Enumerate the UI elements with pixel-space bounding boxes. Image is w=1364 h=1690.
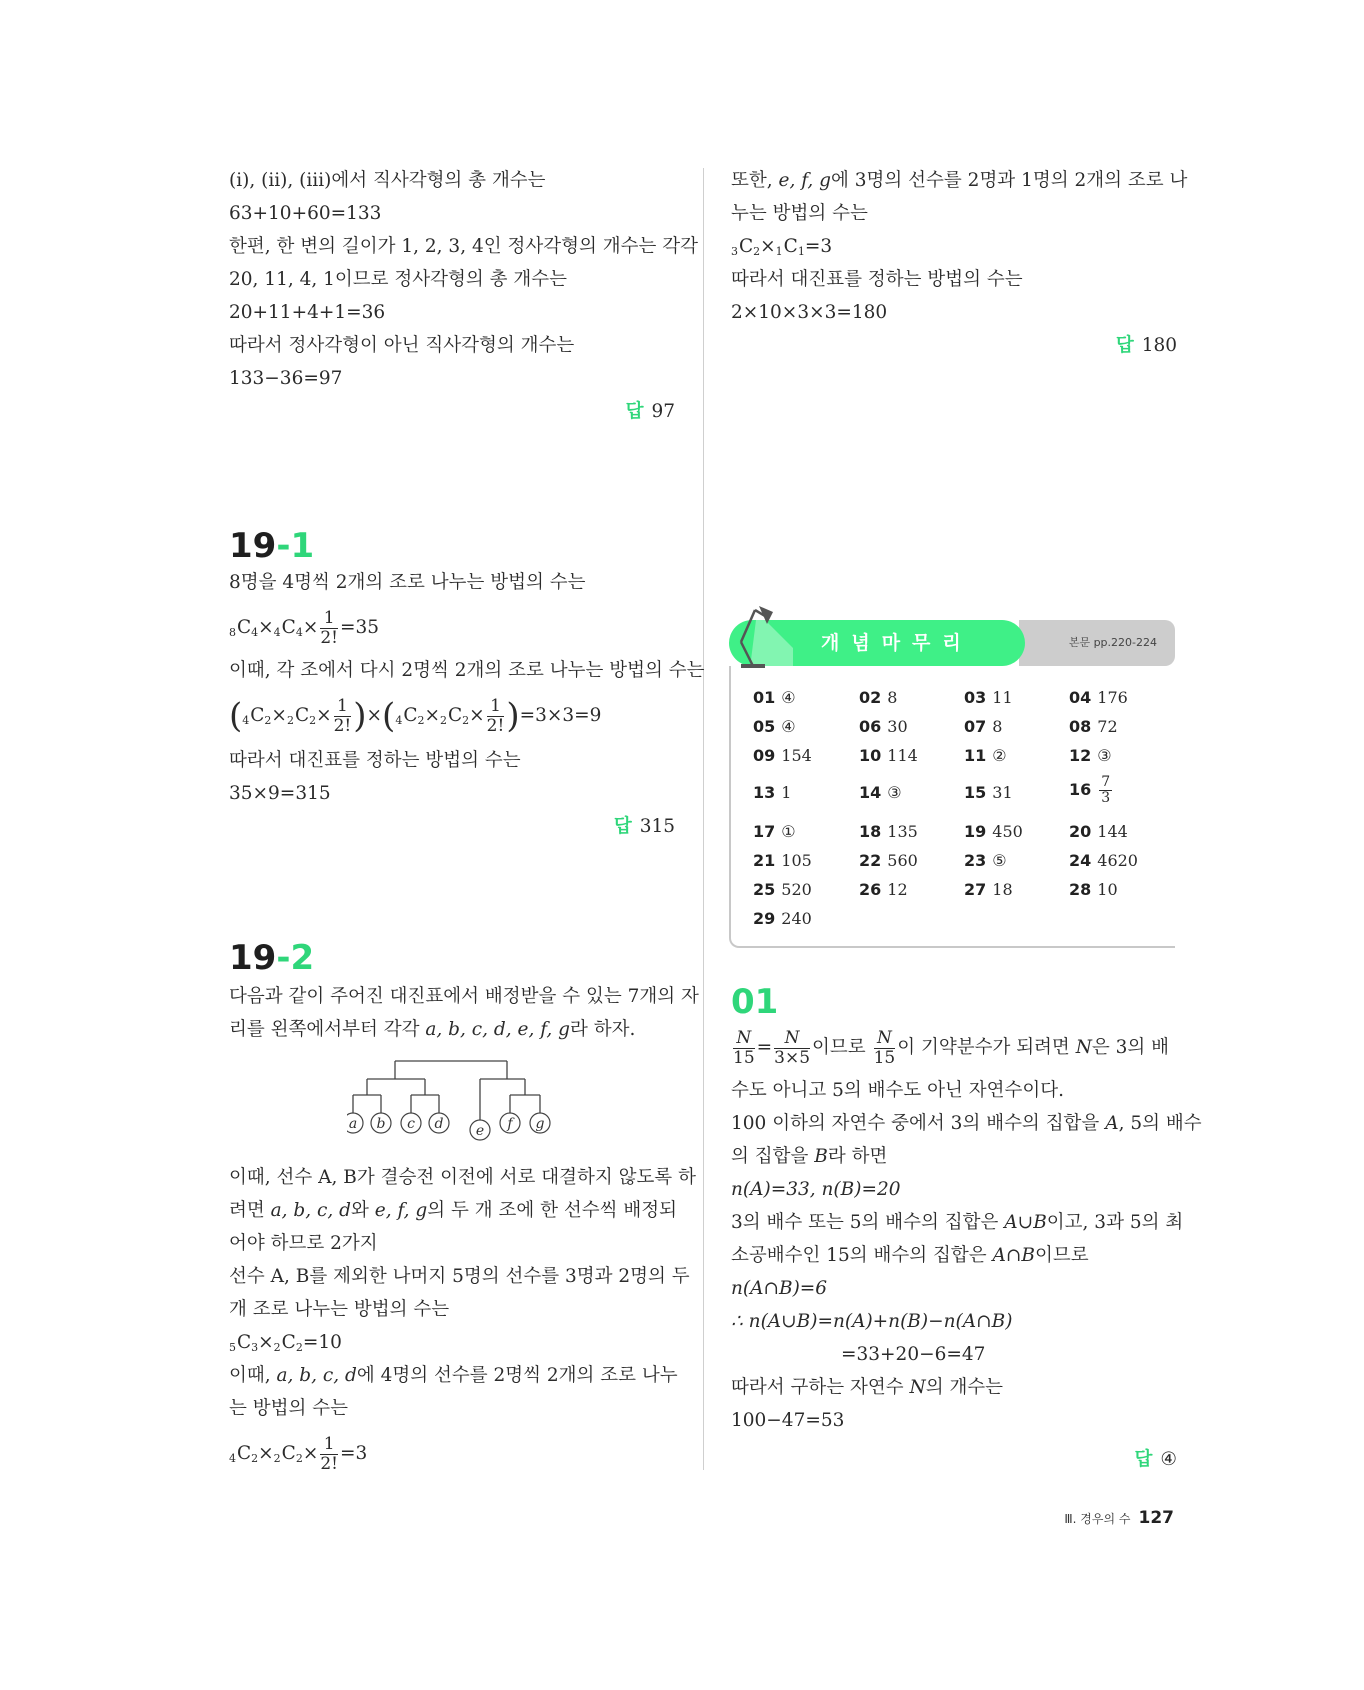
answer-label: 답 [1134, 1449, 1153, 1470]
answer-item-number: 17 [753, 822, 776, 841]
text-line: 한편, 한 변의 길이가 1, 2, 3, 4인 정사각형의 개수는 각각 [229, 236, 698, 257]
answer-item [1069, 822, 1128, 842]
equation-line: 100−47=53 [731, 1410, 845, 1431]
answer-value: 97 [651, 401, 675, 422]
page-number: 127 [1138, 1508, 1174, 1528]
answer-item-number: 10 [859, 746, 882, 765]
answer-item-number: 16 [1069, 780, 1092, 799]
text-line: 이때, a, b, c, d에 4명의 선수를 2명씩 2개의 조로 나누 [229, 1365, 678, 1386]
answer-item-number: 01 [753, 688, 776, 707]
bracket-node-label: d [434, 1116, 444, 1132]
page-reference-tab: 본문 pp.220-224 [1019, 620, 1175, 666]
equation-line: $3C_2\times 1C_1=3$ [731, 236, 833, 258]
answer-item-number: 07 [964, 717, 987, 736]
answer-item-value: 114 [887, 746, 918, 765]
equation-line: $4C_2\times 2C_2\times$ $\frac{1}{2!}$ =3 [229, 1433, 368, 1474]
problem-number-19-2: 19-2 [229, 938, 315, 978]
text-line: 어야 하므로 2가지 [229, 1233, 378, 1254]
answer-item-value: 176 [1097, 688, 1128, 707]
page-footer [1064, 1508, 1174, 1528]
concept-review-box [729, 620, 1175, 950]
answer-item-value: ④ [781, 688, 796, 707]
text-line: (ⅰ), (ⅱ), (ⅲ)에서 직사각형의 총 개수는 [229, 170, 546, 191]
answer-item-number: 25 [753, 880, 776, 899]
answer-item-number: 02 [859, 688, 882, 707]
equation-line: $\frac{N}{15}$ = $\frac{N}{3\times 5}$ 이므로 $\frac{N}{15}$ 이 기약분수가 되려면 N은 3의 배 [733, 1027, 1170, 1068]
answer-item [753, 746, 812, 766]
text-line: 리를 왼쪽에서부터 각각 a, b, c, d, e, f, g라 하자. [229, 1019, 636, 1040]
text-line: 또한, e, f, g에 3명의 선수를 2명과 1명의 2개의 조로 나 [731, 170, 1188, 191]
answer-item-value: ⑤ [992, 851, 1007, 870]
text-line: 100 이하의 자연수 중에서 3의 배수의 집합을 A, 5의 배수 [731, 1113, 1202, 1134]
answer-item-value: 1 [781, 783, 792, 802]
answer-item-value: 18 [992, 880, 1013, 899]
answer-item [964, 851, 1007, 871]
answer-item-value: ③ [1097, 746, 1112, 765]
answer-item [964, 822, 1023, 842]
answer-item [859, 822, 918, 842]
equation-line: 63+10+60=133 [229, 203, 382, 224]
chapter-label: Ⅲ. 경우의 수 [1064, 1512, 1131, 1526]
equation-line: $5C_3\times 2C_2=10$ [229, 1332, 342, 1354]
answer-item-value: 8 [992, 717, 1003, 736]
answer-item [1069, 775, 1114, 806]
answer-item [964, 688, 1013, 708]
concept-review-answers [729, 666, 1175, 948]
answer-item-number: 12 [1069, 746, 1092, 765]
answer-item-number: 08 [1069, 717, 1092, 736]
answer-item [1069, 851, 1138, 871]
answer-item [1069, 688, 1128, 708]
bracket-node-label: c [407, 1116, 415, 1132]
answer-item [964, 746, 1007, 766]
answer-item [753, 909, 812, 929]
answer-item-value: 144 [1097, 822, 1128, 841]
answer-item-value: 154 [781, 746, 812, 765]
text-line: 의 집합을 B라 하면 [731, 1146, 888, 1167]
equation-line: 35×9=315 [229, 783, 331, 804]
answer-item-value: 10 [1097, 880, 1118, 899]
answer-item-number: 28 [1069, 880, 1092, 899]
text-line: 3의 배수 또는 5의 배수의 집합은 A∪B이고, 3과 5의 최 [731, 1212, 1184, 1233]
answer-item [753, 880, 812, 900]
answer-item-value: 105 [781, 851, 812, 870]
answer-item [1069, 746, 1112, 766]
answer-item-number: 27 [964, 880, 987, 899]
answer-item-number: 22 [859, 851, 882, 870]
answer-item [859, 717, 908, 737]
text-line: 8명을 4명씩 2개의 조로 나누는 방법의 수는 [229, 572, 586, 593]
bracket-node-label: f [507, 1116, 513, 1132]
answer-item [753, 688, 796, 708]
answer-item-number: 15 [964, 783, 987, 802]
text-line: 다음과 같이 주어진 대진표에서 배정받을 수 있는 7개의 자 [229, 986, 699, 1007]
answer-item [859, 851, 918, 871]
equation-line: ∴ n(A∪B)=n(A)+n(B)−n(A∩B) [731, 1311, 1013, 1332]
answer-item [859, 746, 918, 766]
equation-line: =33+20−6=47 [841, 1344, 986, 1365]
text-line: 따라서 구하는 자연수 N의 개수는 [731, 1377, 1004, 1398]
answer-item-fraction: $\frac{7}{3}$ [1101, 774, 1111, 806]
answer-item-value: ② [992, 746, 1007, 765]
problem-number-19-1: 19-1 [229, 526, 315, 566]
answer-line [1116, 333, 1177, 359]
answer-item-number: 03 [964, 688, 987, 707]
answer-item-value: 520 [781, 880, 812, 899]
answer-item-number: 11 [964, 746, 987, 765]
answer-item [1069, 717, 1118, 737]
text-line: 개 조로 나누는 방법의 수는 [229, 1299, 450, 1320]
answer-item [964, 717, 1002, 737]
answer-item-number: 06 [859, 717, 882, 736]
equation-line: 2×10×3×3=180 [731, 302, 888, 323]
text-line: 따라서 정사각형이 아닌 직사각형의 개수는 [229, 335, 575, 356]
equation-line: $8C_4\times 4C_4\times$ $\frac{1}{2!}$ =35 [229, 607, 380, 648]
column-divider [703, 168, 704, 1470]
bracket-node-label: b [376, 1116, 386, 1132]
answer-value: 315 [639, 816, 675, 837]
answer-item-number: 29 [753, 909, 776, 928]
answer-item [964, 880, 1013, 900]
text-line: 따라서 대진표를 정하는 방법의 수는 [229, 750, 521, 771]
answer-item-value: 560 [887, 851, 918, 870]
answer-label: 답 [613, 816, 632, 837]
answer-line [626, 399, 675, 425]
text-line: 수도 아니고 5의 배수도 아닌 자연수이다. [731, 1080, 1064, 1101]
answer-item-number: 20 [1069, 822, 1092, 841]
text-line: 선수 A, B를 제외한 나머지 5명의 선수를 3명과 2명의 두 [229, 1266, 690, 1287]
tournament-bracket-diagram [347, 1053, 557, 1145]
answer-item-number: 21 [753, 851, 776, 870]
answer-item-value: 30 [887, 717, 908, 736]
answer-item-number: 19 [964, 822, 987, 841]
answer-item-value: 240 [781, 909, 812, 928]
answer-item-number: 23 [964, 851, 987, 870]
text-line: 는 방법의 수는 [229, 1398, 348, 1419]
equation-line: 20+11+4+1=36 [229, 302, 386, 323]
text-line: 려면 a, b, c, d와 e, f, g의 두 개 조에 한 선수씩 배정되 [229, 1200, 678, 1221]
answer-line [614, 814, 675, 840]
answer-item [753, 783, 791, 803]
bracket-node-label: g [535, 1116, 545, 1132]
equation-line: n(A)=33, n(B)=20 [731, 1179, 901, 1200]
text-line: 소공배수인 15의 배수의 집합은 A∩B이므로 [731, 1245, 1089, 1266]
answer-value: ④ [1160, 1449, 1177, 1470]
concept-review-title: 개념마무리 [821, 632, 973, 654]
bracket-node-label: e [475, 1123, 485, 1139]
equation-line: n(A∩B)=6 [731, 1278, 828, 1299]
answer-value: 180 [1141, 335, 1177, 356]
answer-item [859, 688, 897, 708]
text-line: 이때, 각 조에서 다시 2명씩 2개의 조로 나누는 방법의 수는 [229, 660, 705, 681]
text-line: 20, 11, 4, 1이므로 정사각형의 총 개수는 [229, 269, 568, 290]
answer-item [753, 851, 812, 871]
answer-item [753, 822, 796, 842]
text-line: 이때, 선수 A, B가 결승전 이전에 서로 대결하지 않도록 하 [229, 1167, 696, 1188]
answer-item-number: 13 [753, 783, 776, 802]
answer-item-number: 18 [859, 822, 882, 841]
answer-label: 답 [1115, 335, 1134, 356]
answer-item-value: 8 [887, 688, 898, 707]
answer-item [964, 783, 1013, 803]
answer-item-number: 09 [753, 746, 776, 765]
answer-item-number: 26 [859, 880, 882, 899]
equation-line: 133−36=97 [229, 368, 343, 389]
answer-item-value: 450 [992, 822, 1023, 841]
answer-item-value: 12 [887, 880, 908, 899]
answer-item [859, 880, 908, 900]
equation-line: ($4C_2\times 2C_2\times$ $\frac{1}{2!}$ )$\times(4C_2\times 2C_2\times$ $\frac{1}{2!}$ )=3×3=9 [229, 695, 602, 736]
answer-item-value: ③ [887, 783, 902, 802]
problem-number-01: 01 [731, 982, 779, 1022]
answer-item-value: 135 [887, 822, 918, 841]
answer-item [859, 783, 902, 803]
answer-item-value: 31 [992, 783, 1013, 802]
answer-item [1069, 880, 1118, 900]
text-line: 따라서 대진표를 정하는 방법의 수는 [731, 269, 1023, 290]
answer-item-number: 24 [1069, 851, 1092, 870]
answer-item-number: 04 [1069, 688, 1092, 707]
answer-item-number: 14 [859, 783, 882, 802]
answer-item-value: 72 [1097, 717, 1118, 736]
answer-line [1135, 1447, 1177, 1473]
answer-item-value: ④ [781, 717, 796, 736]
answer-item-value: 4620 [1097, 851, 1138, 870]
answer-item-number: 05 [753, 717, 776, 736]
text-line: 누는 방법의 수는 [731, 203, 868, 224]
answer-label: 답 [625, 401, 644, 422]
bracket-node-label: a [348, 1116, 358, 1132]
answer-item-value: 11 [992, 688, 1013, 707]
answer-item [753, 717, 796, 737]
answer-item-value: ① [781, 822, 796, 841]
